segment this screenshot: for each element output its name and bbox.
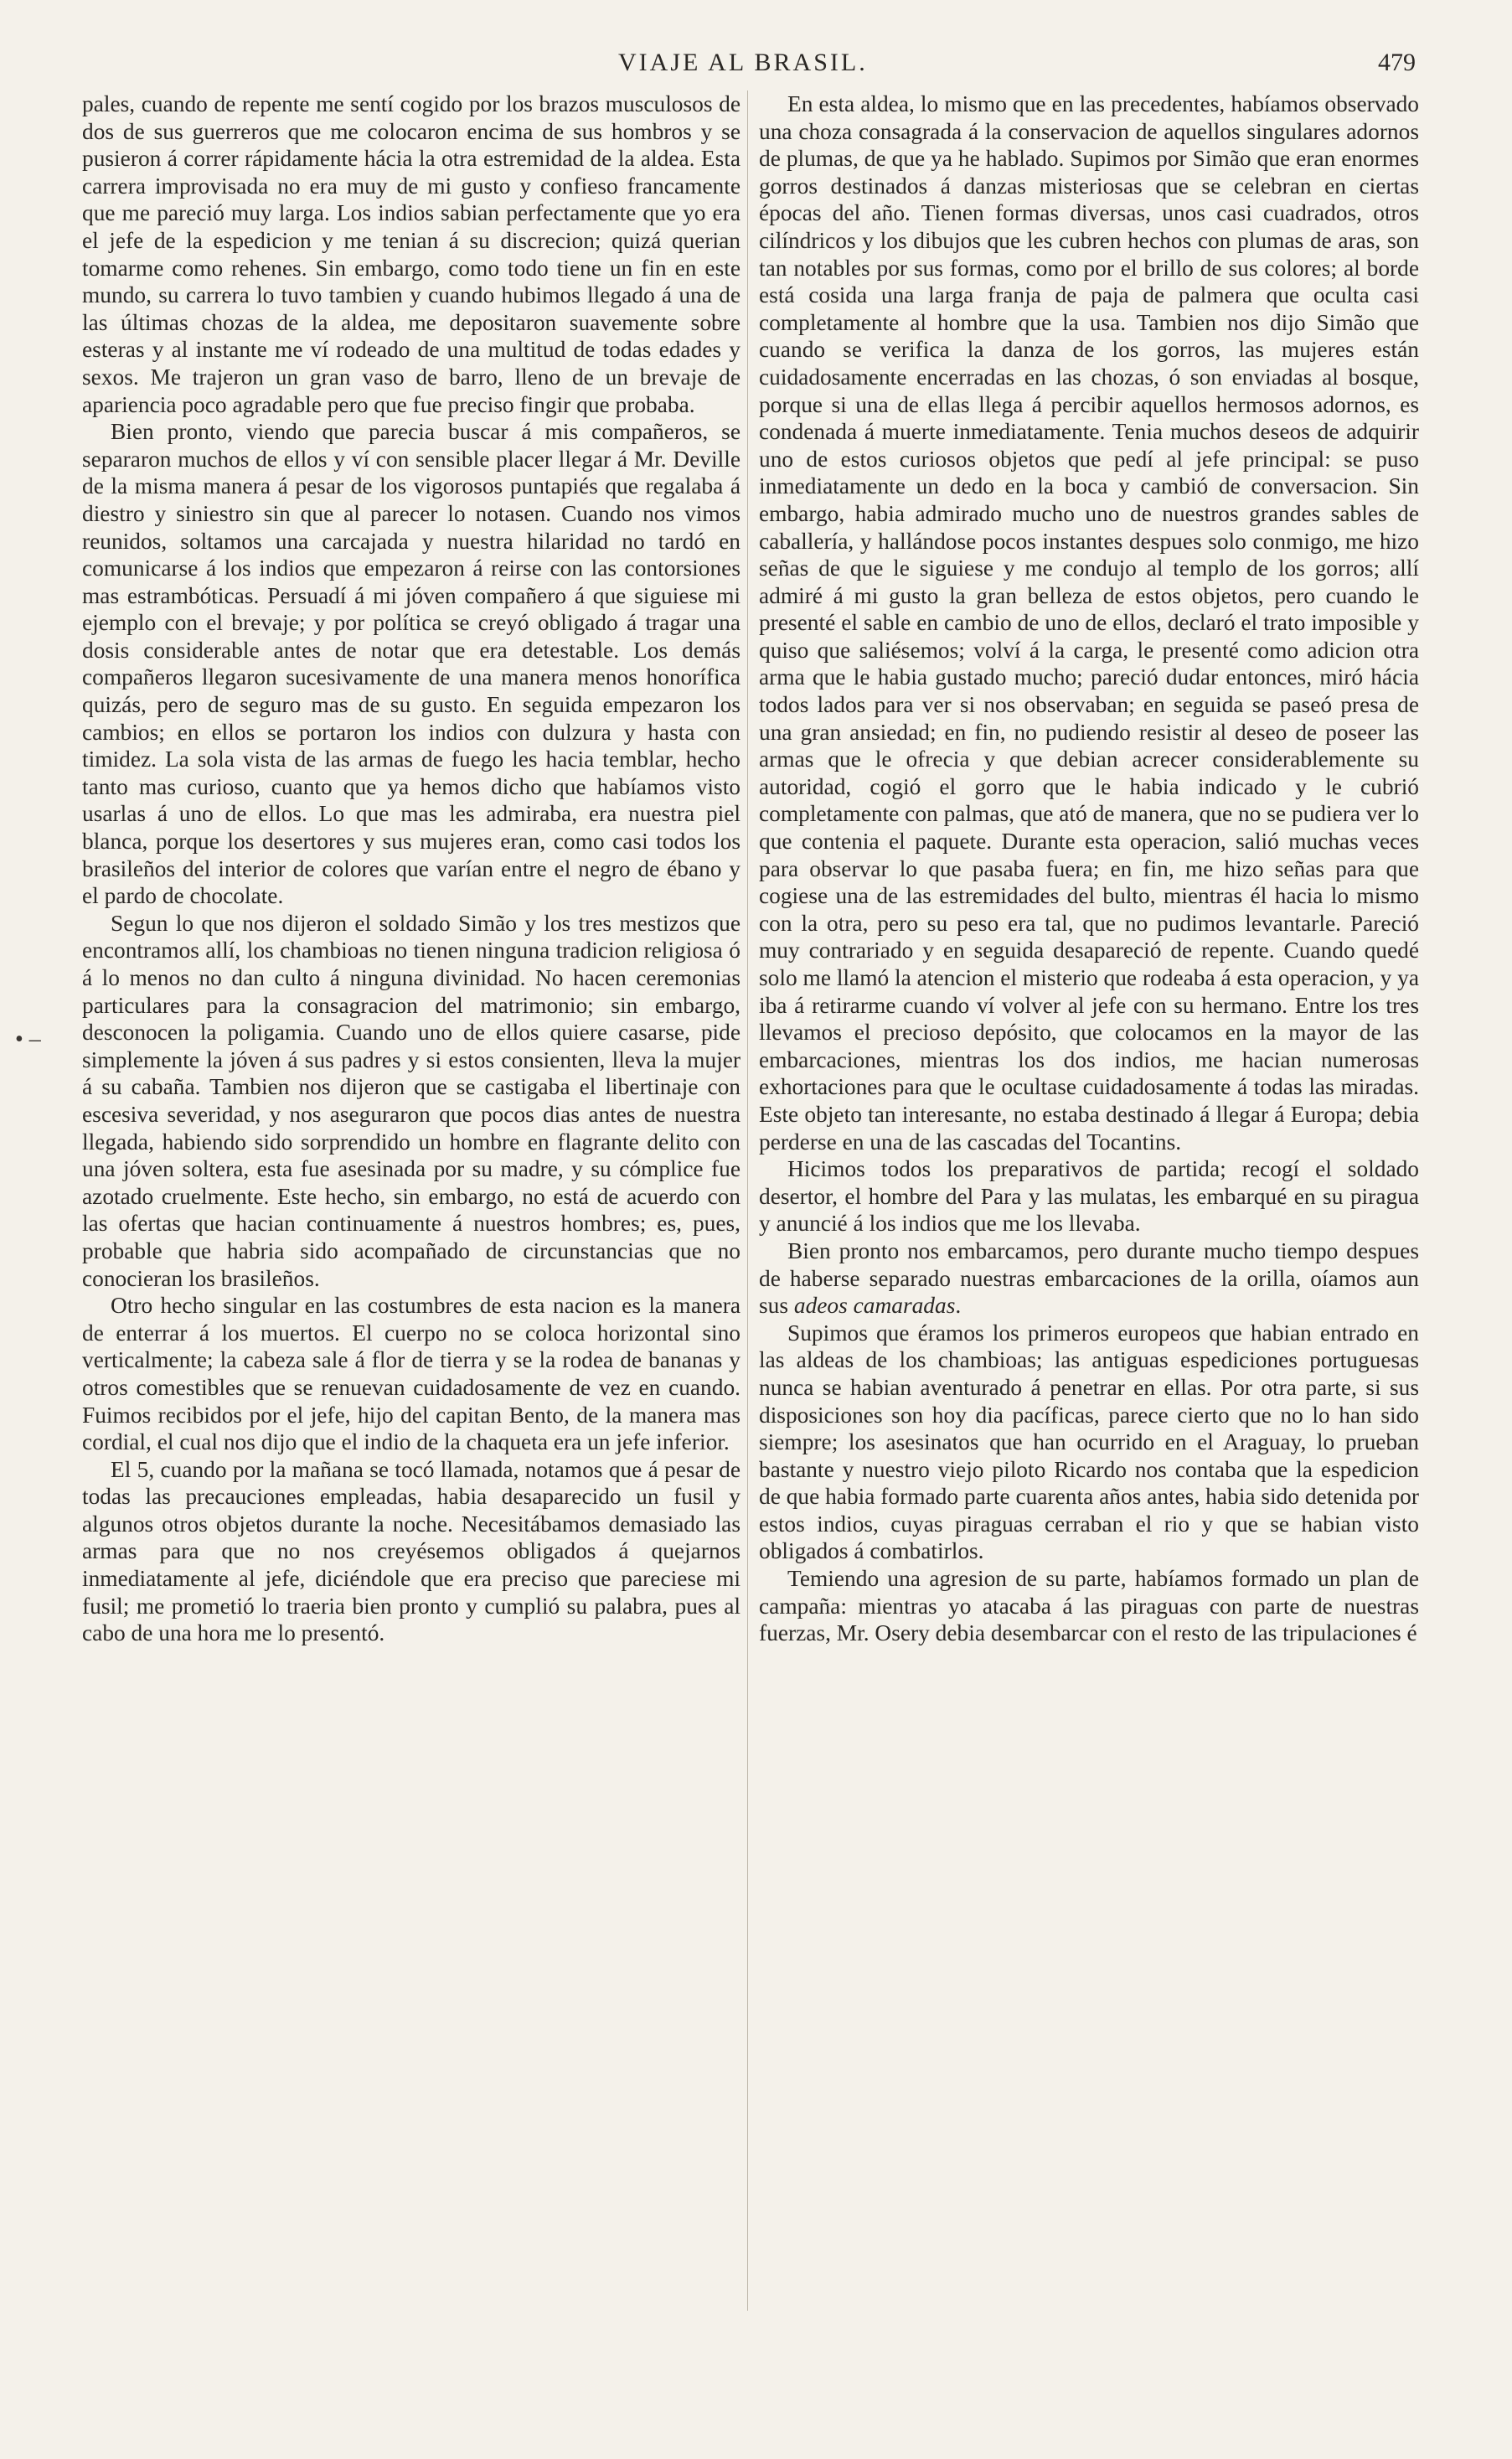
paragraph: Supimos que éramos los primeros europeos que habian entrado en las aldeas de los chambioas; las antiguas espediciones portuguesas nunca se habian aventurado á penetrar en ellas. Por otra parte, si sus disposiciones son hoy dia pacíficas, parece cierto que no lo han sido siempre; los asesinatos que han ocurrido en el Araguay, lo prueban bastante y nuestro viejo piloto Ricardo nos contaba que la espedicion de que habia formado parte cuarenta años antes, habia sido detenida por estos indios, cuyas piraguas cerraban el rio y que se habian visto obligados á combatirlos. <box>759 1320 1419 1564</box>
paragraph: pales, cuando de repente me sentí cogido por los brazos musculosos de dos de sus guerreros que me colocaron encima de sus hombros y se pusieron á correr rápidamente hácia la otra estremidad de la aldea. Esta carrera improvisada no era muy de mi gusto y confieso francamente que me pareció muy larga. Los indios sabian perfectamente que yo era el jefe de la espedicion y me tenian á su discrecion; quizá querian tomarme como rehenes. Sin embargo, como todo tiene un fin en este mundo, su carrera lo tuvo tambien y cuando hubimos llegado á una de las últimas chozas de la aldea, me depositaron suavemente sobre esteras y al instante me ví rodeado de una multitud de todas edades y sexos. Me trajeron un gran vaso de barro, lleno de un brevaje de apariencia poco agradable pero que fue preciso fingir que probaba. <box>82 91 741 417</box>
paragraph <box>759 1237 1419 1320</box>
paragraph: Bien pronto, viendo que parecia buscar á mis compañeros, se separaron muchos de ellos y ví con sensible placer llegar á Mr. Deville de la misma manera á pesar de los vigorosos puntapiés que regalaba á diestro y siniestro sin que al parecer lo notasen. Cuando nos vimos reunidos, soltamos una carcajada y nuestra hilaridad no tardó en comunicarse á los indios que empezaron á reirse con las contorsiones mas estrambóticas. Persuadí á mi jóven compañero á que siguiese mi ejemplo con el brevaje; y por política se creyó obligado á tragar una dosis considerable antes de notar que era detestable. Los demás compañeros llegaron sucesivamente de una manera menos honorífica quizás, pero de seguro mas de su gusto. En seguida empezaron los cambios; en ellos se portaron los indios con dulzura y hasta con timidez. La sola vista de las armas de fuego les hacia temblar, hecho tanto mas curioso, cuanto que ya hemos dicho que habíamos visto usarlas á uno de ellos. Lo que mas les admiraba, era nuestra piel blanca, porque los desertores y sus mujeres eran, como casi todos los brasileños del interior de colores que varían entre el negro de ébano y el pardo de chocolate. <box>82 419 741 909</box>
page-number: 479 <box>1378 49 1416 76</box>
paragraph: Otro hecho singular en las costumbres de esta nacion es la manera de enterrar á los muertos. El cuerpo no se coloca horizontal sino verticalmente; la cabeza sale á flor de tierra y se la rodea de bananas y otros comestibles que se renuevan cuidadosamente de vez en cuando. Fuimos recibidos por el jefe, hijo del capitan Bento, de la manera mas cordial, el cual nos dijo que el indio de la chaqueta era un jefe inferior. <box>82 1293 741 1455</box>
page-header <box>75 49 1416 89</box>
paragraph-text: Bien pronto nos embarcamos, pero durante mucho tiempo despues de haberse separado nuestras embarcaciones de la orilla, oíamos aun sus <box>759 1237 1419 1319</box>
running-title: VIAJE AL BRASIL. <box>618 49 868 76</box>
paragraph: Hicimos todos los preparativos de partida; recogí el soldado desertor, el hombre del Para y las mulatas, les embarqué en su piragua y anuncié á los indios que me los llevaba. <box>759 1156 1419 1237</box>
paragraph: En esta aldea, lo mismo que en las precedentes, habíamos observado una choza consagrada á la conservacion de aquellos singulares adornos de plumas, de que ya he hablado. Supimos por Simão que eran enormes gorros destinados á danzas misteriosas que se celebran en ciertas épocas del año. Tienen formas diversas, unos casi cuadrados, otros cilíndricos y los dibujos que les cubren hechos con plumas de aras, son tan notables por sus formas, como por el brillo de sus colores; al borde está cosida una larga franja de paja de palmera que oculta casi completamente al hombre que la usa. Tambien nos dijo Simão que cuando se verifica la danza de los gorros, las mujeres están cuidadosamente encerradas en las chozas, ó son enviadas al bosque, porque si una de ellas llega á percibir aquellos hermosos adornos, es condenada á muerte inmediatamente. Tenia muchos deseos de adquirir uno de estos curiosos objetos que pedí al jefe principal: se puso inmediatamente un dedo en la boca y cambió de conversacion. Sin embargo, habia admirado mucho uno de nuestros grandes sables de caballería, y hallándose pocos instantes despues solo conmigo, me hizo señas de que le siguiese y me condujo al templo de los gorros; allí admiré á mi gusto la gran belleza de estos objetos, pero cuando le presenté el sable en cambio de uno de ellos, declaró el trato imposible y quiso que saliésemos; volví á la carga, le presenté como adicion otra arma que le habia gustado mucho; pareció dudar entonces, miró hácia todos lados para ver si nos observaban; en seguida se paseó presa de una gran ansiedad; en fin, no pudiendo resistir al deseo de poseer las armas que le ofrecia y que debian acrecer considerablemente su autoridad, cogió el gorro que le habia indicado y le cubrió completamente con palmas, que ató de manera, que no se pudiera ver lo que contenia el paquete. Durante esta operacion, salió muchas veces para observar lo que pasaba fuera; en fin, me hizo señas para que cogiese una de las estremidades del bulto, mientras él hacia lo mismo con la otra, pero su peso era tal, que no pudimos levantarle. Pareció muy contrariado y en seguida desapareció de repente. Cuando quedé solo me llamó la atencion el misterio que rodeaba á esta operacion, y ya iba á retirarme cuando ví volver al jefe con su hermano. Entre los tres llevamos el precioso depósito, que colocamos en la mayor de las embarcaciones, mientras los dos indios, me hacian numerosas exhortaciones para que le ocultase cuidadosamente á todas las miradas. Este objeto tan interesante, no estaba destinado á llegar á Europa; debia perderse en una de las cascadas del Tocantins. <box>759 91 1419 1155</box>
paragraph-text: . <box>955 1293 962 1319</box>
right-column <box>759 90 1419 1647</box>
italic-phrase: adeos camaradas <box>793 1293 956 1319</box>
column-divider <box>747 90 748 2311</box>
margin-mark: • – <box>15 1026 41 1052</box>
paragraph: Temiendo una agresion de su parte, habíamos formado un plan de campaña: mientras yo atacaba á las piraguas con parte de nuestras fuerzas, Mr. Osery debia desembarcar con el resto de las tripulaciones é <box>759 1566 1419 1646</box>
left-column <box>82 90 741 1647</box>
paragraph: Segun lo que nos dijeron el soldado Simão y los tres mestizos que encontramos allí, los chambioas no tienen ninguna tradicion religiosa ó á lo menos no dan culto á ninguna divinidad. No hacen ceremonias particulares para la consagracion del matrimonio; sin embargo, desconocen la poligamia. Cuando uno de ellos quiere casarse, pide simplemente la jóven á sus padres y si estos consienten, lleva la mujer á su cabaña. Tambien nos dijeron que se castigaba el libertinaje con escesiva severidad, y nos aseguraron que pocos dias antes de nuestra llegada, habiendo sido sorprendido un hombre en flagrante delito con una jóven soltera, esta fue asesinada por su madre, y su cómplice fue azotado cruelmente. Este hecho, sin embargo, no está de acuerdo con las ofertas que hacian continuamente á nuestros hombres; es, pues, probable que habria sido acompañado de circunstancias que no conocieran los brasileños. <box>82 910 741 1291</box>
paragraph: El 5, cuando por la mañana se tocó llamada, notamos que á pesar de todas las precauciones empleadas, habia desaparecido un fusil y algunos otros objetos durante la noche. Necesitábamos demasiado las armas para que no nos creyésemos obligados á quejarnos inmediatamente al jefe, diciéndole que era preciso que pareciese mi fusil; me prometió lo traeria bien pronto y cumplió su palabra, pues al cabo de una hora me lo presentó. <box>82 1456 741 1646</box>
